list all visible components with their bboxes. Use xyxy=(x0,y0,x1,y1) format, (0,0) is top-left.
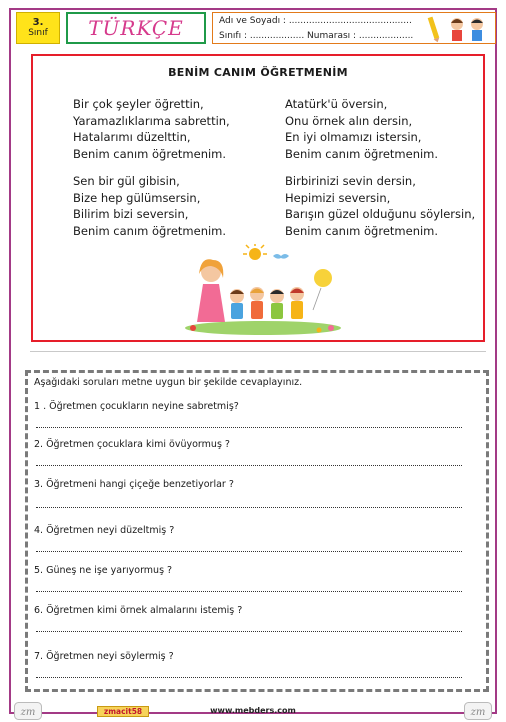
question-4: 4. Öğretmen neyi düzeltmiş ? xyxy=(34,525,175,536)
poem-right-column xyxy=(285,96,475,250)
question-6: 6. Öğretmen kimi örnek almalarını istemiş ? xyxy=(34,605,243,616)
poem-line: Bize hep gülümsersin, xyxy=(73,190,201,205)
questions-instruction: Aşağıdaki soruları metne uygun bir şekilde cevaplayınız. xyxy=(34,377,303,388)
zm-logo-text: zm xyxy=(470,707,486,718)
zm-logo-right xyxy=(464,702,492,720)
poem-line: Onu örnek alın dersin, xyxy=(285,113,413,128)
answer-line-7[interactable] xyxy=(36,677,462,678)
name-field[interactable]: Adı ve Soyadı : ........................................... xyxy=(219,16,412,26)
answer-line-2[interactable] xyxy=(36,465,462,466)
poem-line: Benim canım öğretmenim. xyxy=(285,223,439,238)
poem-line: En iyi olmamızı istersin, xyxy=(285,130,422,145)
site-url[interactable]: www.mebders.com xyxy=(210,706,296,715)
class-number-field[interactable]: Sınıfı : ................... Numarası : ................... xyxy=(219,31,414,41)
poem-line: Bilirim bizi seversin, xyxy=(73,207,189,222)
students-pencil-icon xyxy=(427,15,491,43)
grade-number: 3. xyxy=(32,17,44,28)
teacher-children-illustration xyxy=(181,244,343,336)
poem-left-column xyxy=(73,96,230,250)
question-5: 5. Güneş ne işe yarıyormuş ? xyxy=(34,565,173,576)
poem-line: Sen bir gül gibisin, xyxy=(73,173,180,188)
poem-line: Benim canım öğretmenim. xyxy=(285,147,439,162)
subject-title-box xyxy=(66,12,206,44)
poem-stanza xyxy=(285,173,475,240)
poem-line: Birbirinizi sevin dersin, xyxy=(285,173,416,188)
grade-label: Sınıf xyxy=(28,28,48,38)
poem-line: Yaramazlıklarıma sabrettin, xyxy=(73,113,230,128)
zm-logo-text: zm xyxy=(20,707,36,718)
poem-stanza xyxy=(73,96,230,163)
poem-line: Benim canım öğretmenim. xyxy=(73,223,227,238)
poem-title: BENİM CANIM ÖĞRETMENİM xyxy=(168,66,348,79)
answer-line-6[interactable] xyxy=(36,631,462,632)
question-2: 2. Öğretmen çocuklara kimi övüyormuş ? xyxy=(34,439,230,450)
question-7: 7. Öğretmen neyi söylermiş ? xyxy=(34,651,174,662)
poem-box xyxy=(31,54,485,342)
section-separator xyxy=(30,351,486,352)
poem-stanza xyxy=(285,96,475,163)
sun-icon xyxy=(243,244,267,260)
poem-line: Bir çok şeyler öğrettin, xyxy=(73,97,204,111)
subject-title: TÜRKÇE xyxy=(88,16,184,40)
answer-line-5[interactable] xyxy=(36,591,462,592)
poem-line: Hatalarımı düzelttin, xyxy=(73,130,191,145)
poem-line: Benim canım öğretmenim. xyxy=(73,147,227,162)
answer-line-1[interactable] xyxy=(36,427,462,428)
answer-line-4[interactable] xyxy=(36,551,462,552)
poem-stanza xyxy=(73,173,230,240)
poem-line: Barışın güzel olduğunu söylersin, xyxy=(285,207,476,222)
question-1: 1 . Öğretmen çocukların neyine sabretmiş? xyxy=(34,401,239,412)
author-tag: zmacit58 xyxy=(97,706,149,717)
answer-line-3[interactable] xyxy=(36,507,462,508)
student-info-box xyxy=(212,12,496,44)
questions-box xyxy=(25,370,489,692)
question-3: 3. Öğretmeni hangi çiçeğe benzetiyorlar ? xyxy=(34,479,234,490)
poem-line: Atatürk'ü översin, xyxy=(285,97,388,111)
grade-badge xyxy=(16,12,60,44)
poem-line: Hepimizi seversin, xyxy=(285,190,391,205)
